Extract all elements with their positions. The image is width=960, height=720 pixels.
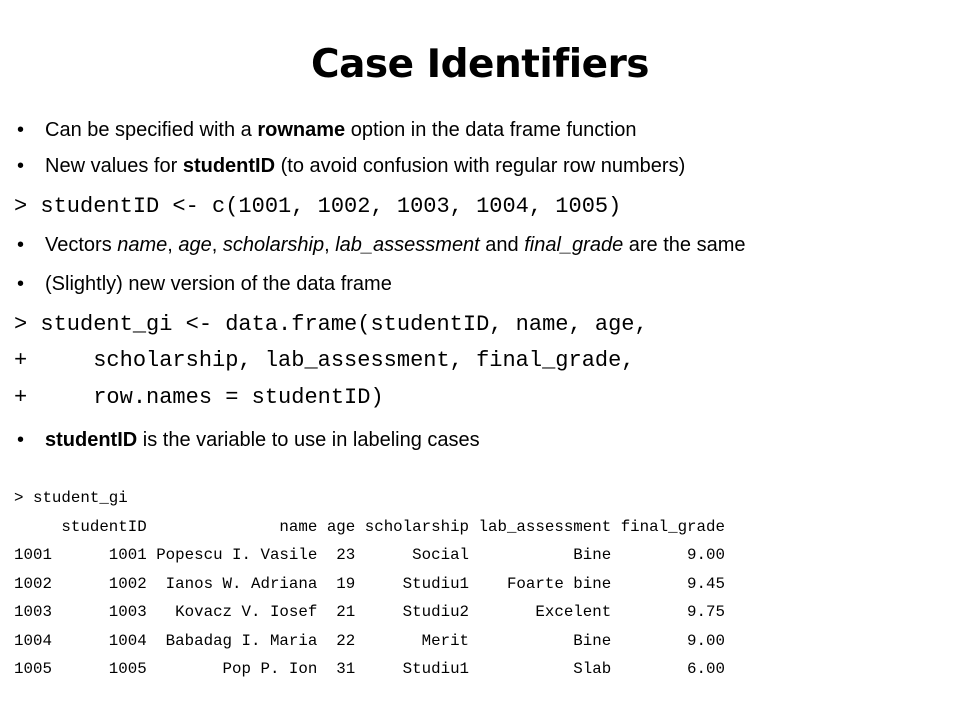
code-line: > student_gi <- data.frame(studentID, name, age, <box>14 312 648 337</box>
bullet-item: • (Slightly) new version of the data frame <box>17 273 392 295</box>
bullet-icon: • <box>17 155 25 177</box>
table-row: 1003 1003 Kovacz V. Iosef 21 Studiu2 Excelent 9.75 <box>14 603 725 621</box>
bullet-item: • Vectors name, age, scholarship, lab_assessment and final_grade are the same <box>17 234 746 256</box>
table-row: 1004 1004 Babadag I. Maria 22 Merit Bine 9.00 <box>14 632 725 650</box>
bullet-item: • New values for studentID (to avoid confusion with regular row numbers) <box>17 155 686 177</box>
bullet-item: • studentID is the variable to use in labeling cases <box>17 429 480 451</box>
bullet-icon: • <box>17 273 25 295</box>
console-prompt: > student_gi <box>14 489 128 507</box>
table-row: 1005 1005 Pop P. Ion 31 Studiu1 Slab 6.00 <box>14 660 725 678</box>
slide-title: Case Identifiers <box>310 42 650 87</box>
bullet-icon: • <box>17 429 25 451</box>
code-line: + scholarship, lab_assessment, final_grade, <box>14 348 635 373</box>
table-row: 1002 1002 Ianos W. Adriana 19 Studiu1 Foarte bine 9.45 <box>14 575 725 593</box>
table-header: studentID name age scholarship lab_assessment final_grade <box>14 518 725 536</box>
table-row: 1001 1001 Popescu I. Vasile 23 Social Bine 9.00 <box>14 546 725 564</box>
bullet-icon: • <box>17 119 25 141</box>
code-line: + row.names = studentID) <box>14 385 384 410</box>
code-line: > studentID <- c(1001, 1002, 1003, 1004, 1005) <box>14 194 622 219</box>
bullet-item: • Can be specified with a rowname option in the data frame function <box>17 119 637 141</box>
bullet-icon: • <box>17 234 25 256</box>
